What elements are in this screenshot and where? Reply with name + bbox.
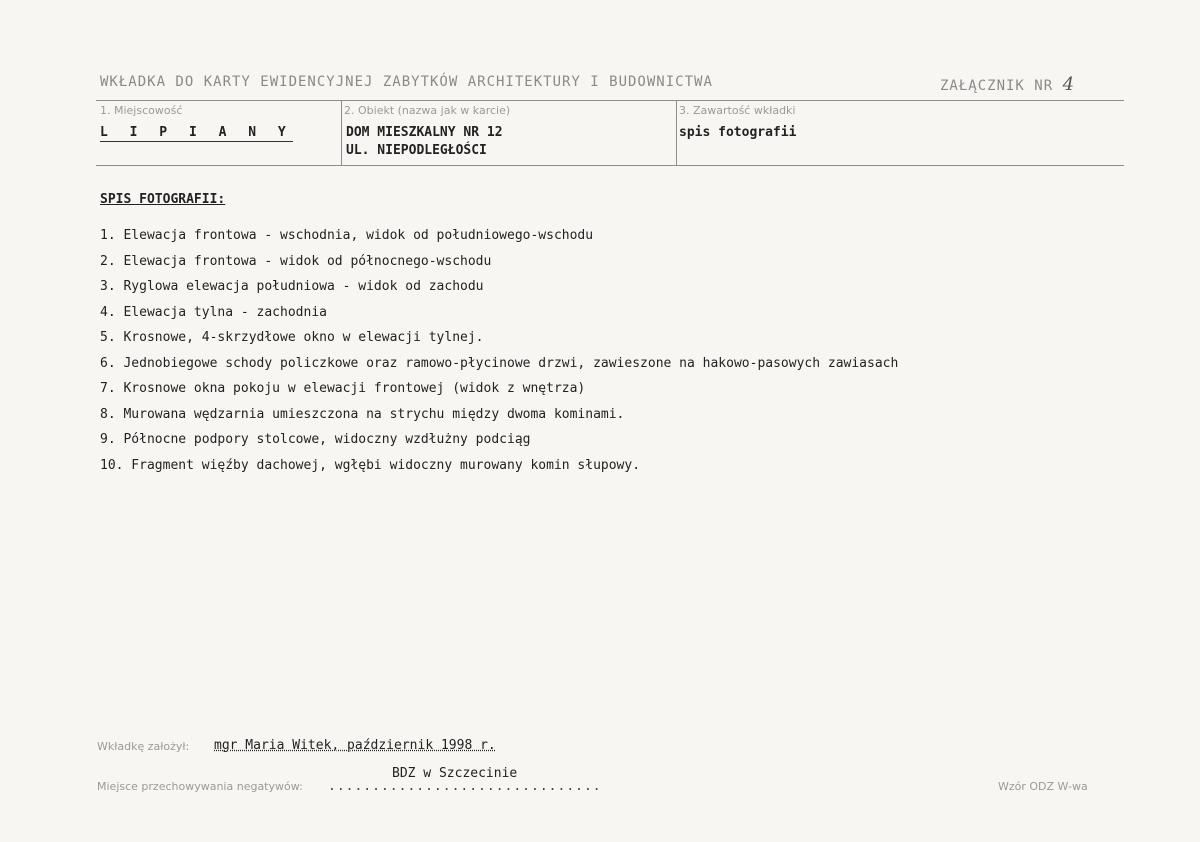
header-bottom-rule [96,165,1124,166]
storage-dots: ............................... [328,779,602,794]
card-title: WKŁADKA DO KARTY EWIDENCYJNEJ ZABYTKÓW ARCHITEKTURY I BUDOWNICTWA [100,74,713,90]
annex-label-text: ZAŁĄCZNIK NR [940,78,1054,94]
storage-label: Miejsce przechowywania negatywów: [97,780,303,793]
object-label: 2. Obiekt (nazwa jak w karcie) [344,104,511,117]
list-item: 6. Jednobiegowe schody policzkowe oraz ramowo-płycinowe drzwi, zawieszone na hakowo-pasowych zawiasach [100,355,899,371]
content-value: spis fotografii [679,125,797,140]
annex-label [940,74,1075,95]
form-code: Wzór ODZ W-wa [998,780,1088,793]
list-item: 10. Fragment więźby dachowej, wgłębi widoczny murowany komin słupowy. [100,457,641,473]
object-line-2: UL. NIEPODLEGŁOŚCI [346,143,487,158]
place-label: 1. Miejscowość [100,104,183,117]
list-item: 1. Elewacja frontowa - wschodnia, widok od południowego-wschodu [100,228,594,243]
list-item: 5. Krosnowe, 4-skrzydłowe okno w elewacji tylnej. [100,330,484,345]
photo-list-heading: SPIS FOTOGRAFII: [100,192,226,207]
list-item: 9. Północne podpory stolcowe, widoczny wzdłużny podciąg [100,432,531,447]
photo-list [100,226,898,481]
place-value: L I P I A N Y [100,125,293,140]
content-label: 3. Zawartość wkładki [679,104,796,117]
cell-divider-2 [676,100,677,166]
annex-number: 4 [1062,74,1076,95]
author-value: mgr Maria Witek, październik 1998 r. [214,738,496,753]
object-value [346,124,503,160]
list-item: 8. Murowana wędzarnia umieszczona na strychu między dwoma kominami. [100,406,625,422]
storage-value: BDZ w Szczecinie [392,766,518,781]
list-item: 4. Elewacja tylna - zachodnia [100,304,327,320]
cell-divider-1 [341,100,342,166]
header-top-rule [96,100,1124,101]
list-item: 7. Krosnowe okna pokoju w elewacji frontowej (widok z wnętrza) [100,381,586,396]
list-item: 3. Ryglowa elewacja południowa - widok od zachodu [100,279,484,294]
place-value-wrapper [100,124,293,142]
list-item: 2. Elewacja frontowa - widok od północnego-wschodu [100,253,492,269]
object-line-1: DOM MIESZKALNY NR 12 [346,125,503,140]
author-label: Wkładkę założył: [97,740,190,753]
